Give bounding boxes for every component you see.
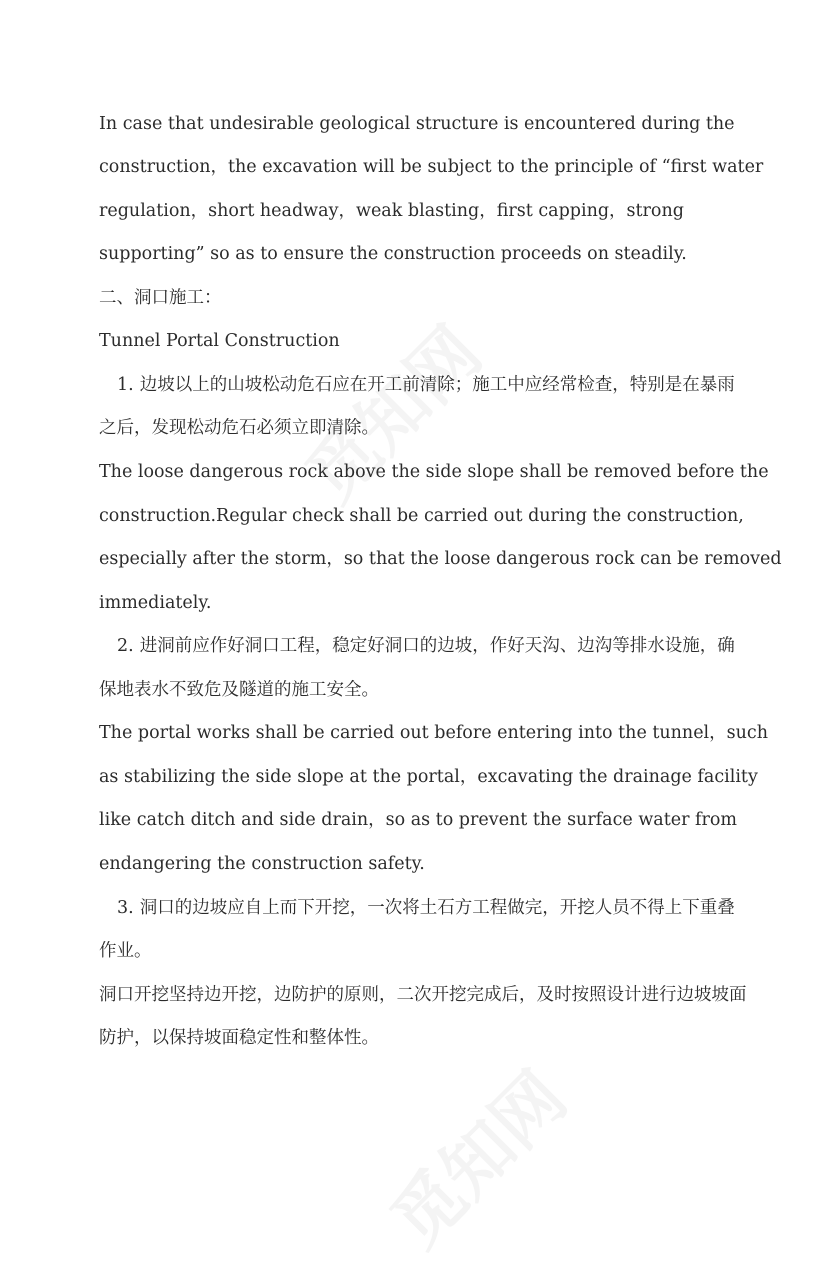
paragraph-line: construction.Regular check shall be carried out during the construction, [99,506,744,526]
paragraph-line: regulation，short headway，weak blasting，first capping，strong [99,201,684,221]
paragraph-line: The portal works shall be carried out before entering into the tunnel，such [99,723,768,743]
paragraph-line: especially after the storm，so that the loose dangerous rock can be removed [99,549,782,569]
paragraph-line: The loose dangerous rock above the side slope shall be removed before the [99,462,769,482]
paragraph-line: construction，the excavation will be subject to the principle of “first water [99,157,764,177]
list-item-text: 进洞前应作好洞口工程，稳定好洞口的边坡，作好天沟、边沟等排水设施，确 [139,636,735,656]
paragraph-line: immediately. [99,593,212,613]
list-item-text: 边坡以上的山坡松动危石应在开工前清除；施工中应经常检查，特别是在暴雨 [139,375,735,395]
paragraph-line: 洞口开挖坚持边开挖，边防护的原则，二次开挖完成后，及时按照设计进行边坡坡面 [99,985,747,1005]
paragraph-line: 作业。 [99,941,152,961]
list-number: 2. [117,636,134,656]
paragraph-line: as stabilizing the side slope at the portal，excavating the drainage facility [99,767,758,787]
list-item-text: 洞口的边坡应自上而下开挖，一次将土石方工程做完，开挖人员不得上下重叠 [139,898,735,918]
list-number: 1. [117,375,134,395]
paragraph-line: In case that undesirable geological structure is encountered during the [99,114,735,134]
list-item-1-cn [117,373,735,397]
paragraph-line: like catch ditch and side drain，so as to prevent the surface water from [99,810,738,830]
section-heading-cn: 二、洞口施工： [99,288,222,308]
paragraph-line: endangering the construction safety. [99,854,425,874]
section-heading-en: Tunnel Portal Construction [99,331,340,351]
paragraph-line: 之后，发现松动危石必须立即清除。 [99,418,379,438]
paragraph-line: supporting” so as to ensure the construction proceeds on steadily. [99,244,687,264]
paragraph-line: 防护，以保持坡面稳定性和整体性。 [99,1028,379,1048]
paragraph-line: 保地表水不致危及隧道的施工安全。 [99,680,379,700]
list-item-3-cn [117,896,735,920]
watermark [365,1046,585,1265]
list-number: 3. [117,898,134,918]
list-item-2-cn [117,634,735,658]
